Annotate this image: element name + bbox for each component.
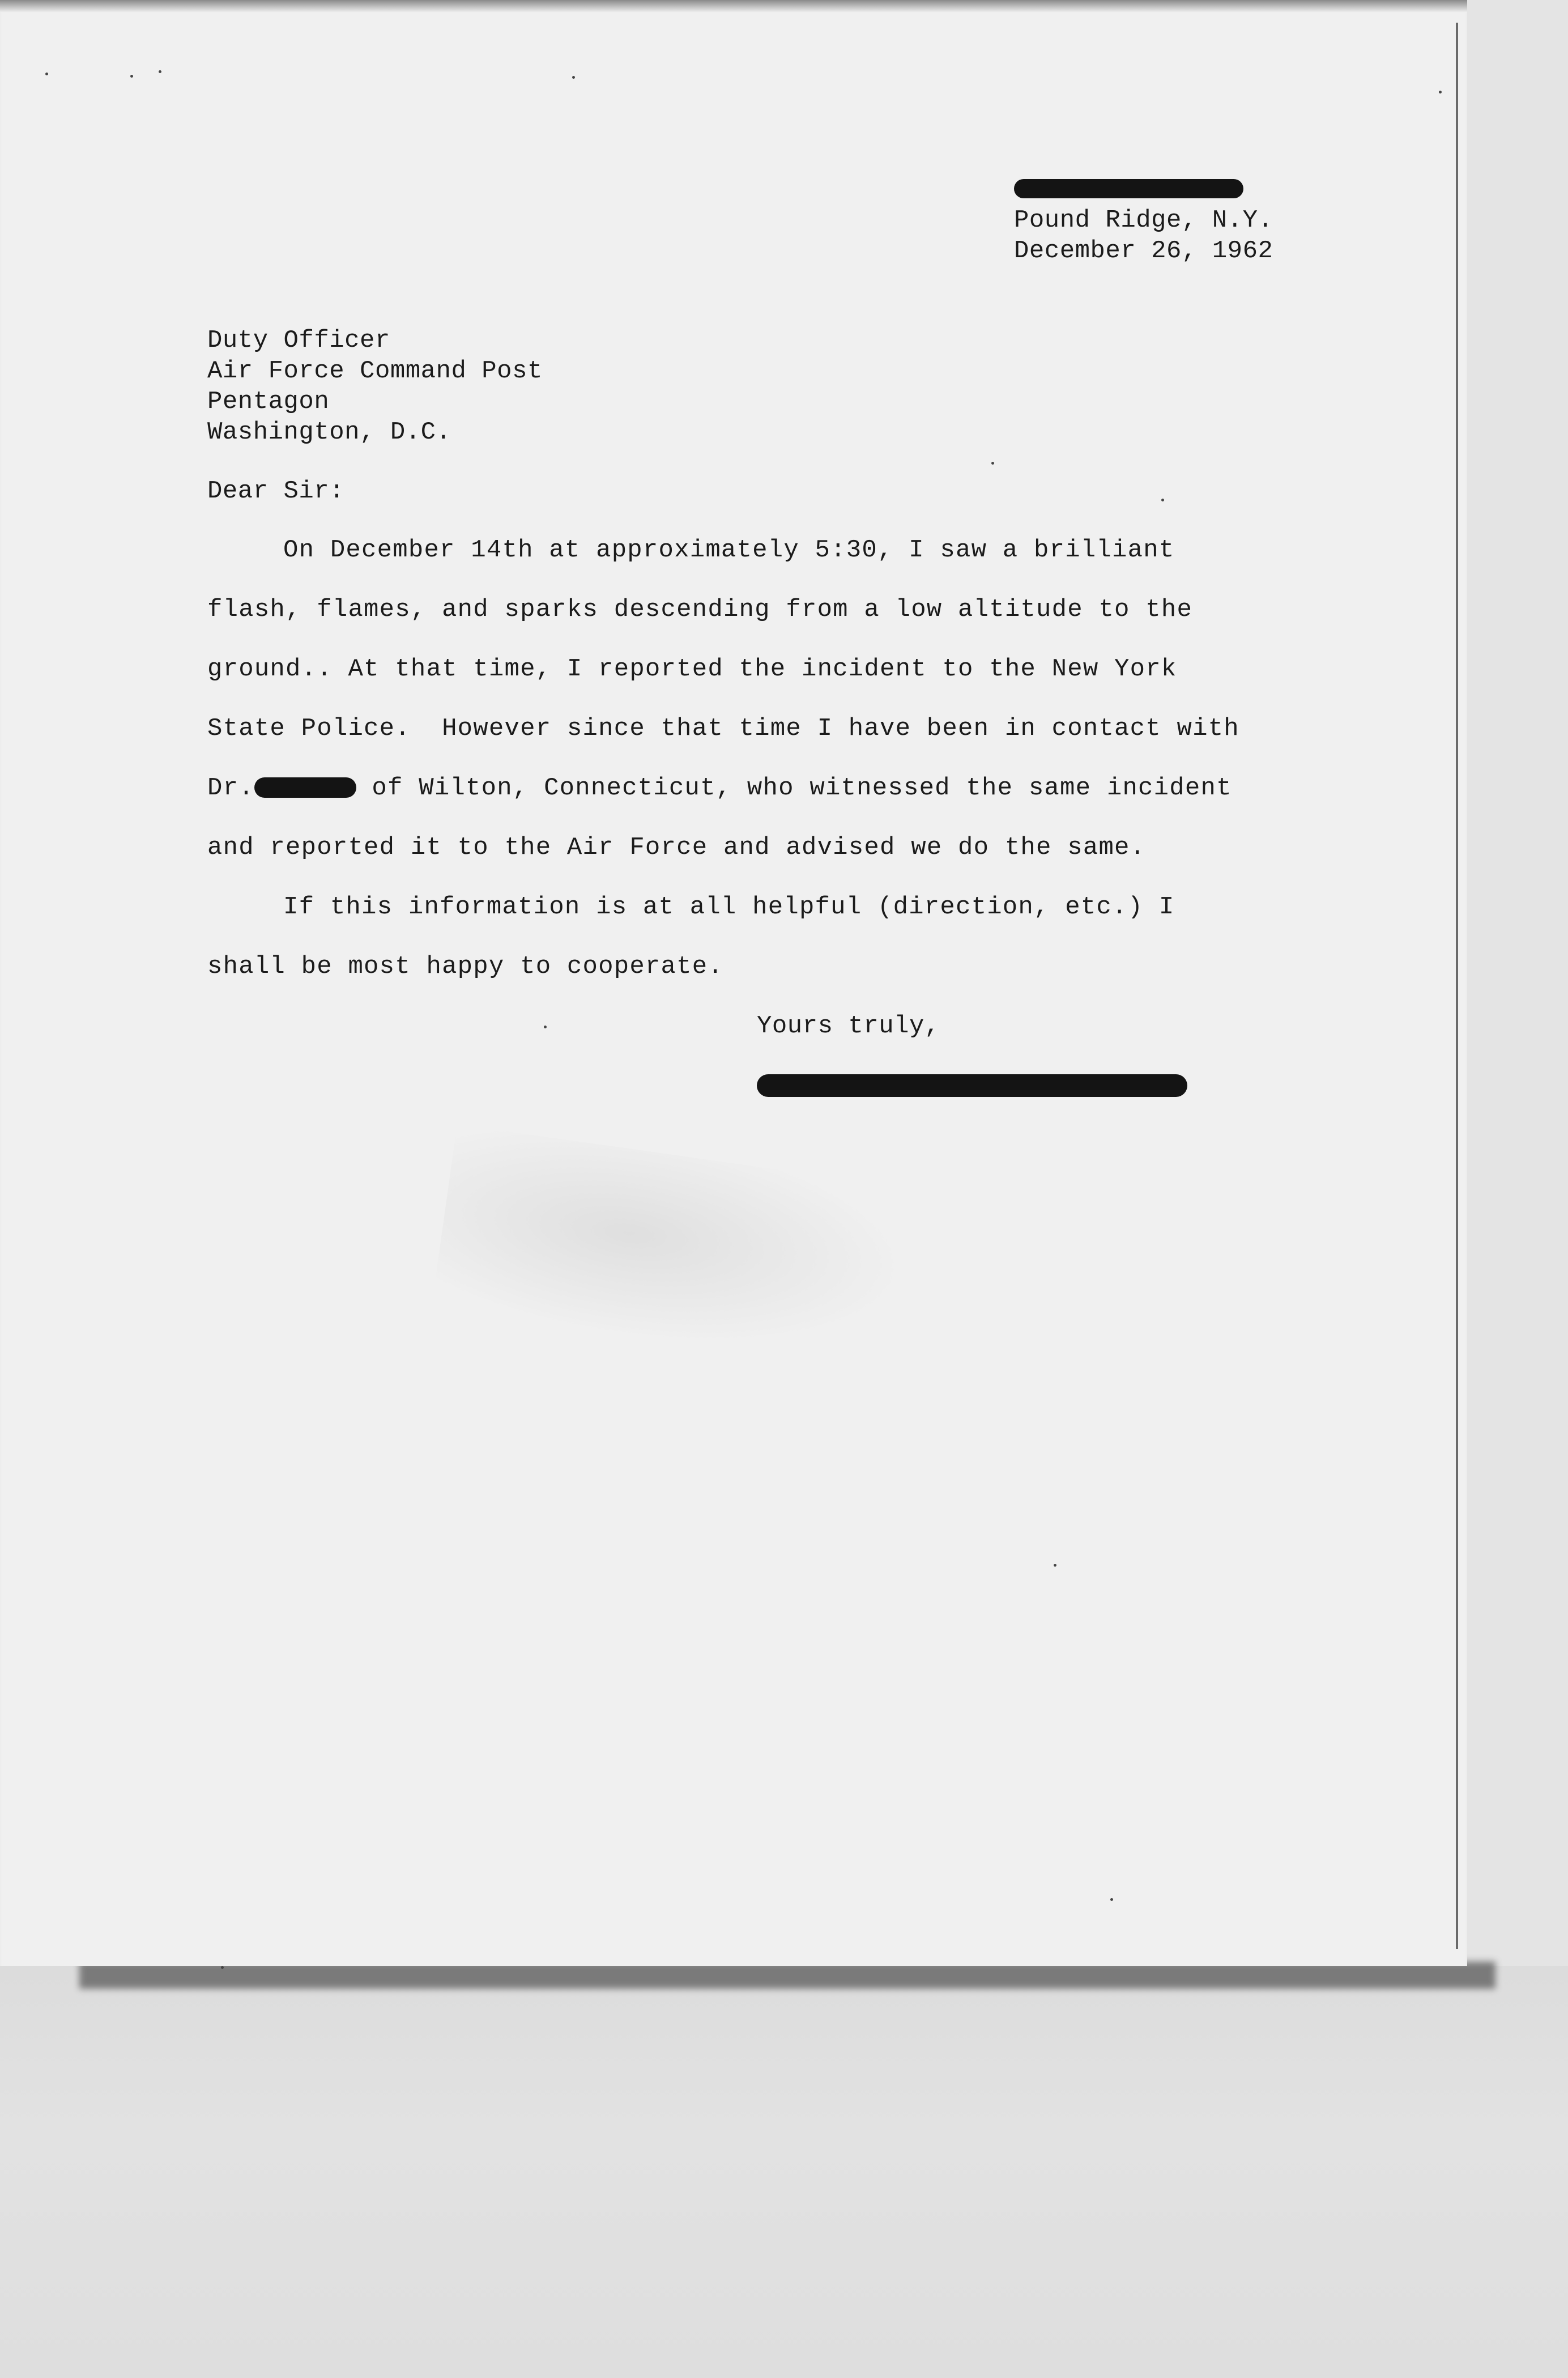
dust-speck (544, 1026, 547, 1028)
dust-speck (159, 70, 161, 73)
body-line-6: and reported it to the Air Force and advised we do the same. (207, 833, 1146, 862)
redaction-doctor-name (254, 777, 356, 798)
body-line-7: If this information is at all helpful (direction, etc.) I (283, 893, 1175, 921)
closing: Yours truly, (757, 1012, 940, 1040)
body-line-1: On December 14th at approximately 5:30, I saw a brilliant (283, 536, 1175, 564)
dust-speck (1054, 1564, 1056, 1567)
salutation: Dear Sir: (207, 477, 345, 505)
letter-date: December 26, 1962 (1014, 237, 1273, 265)
dust-speck (1161, 499, 1164, 501)
body-line-2: flash, flames, and sparks descending from a low altitude to the (207, 595, 1193, 624)
bleed-through-mark (431, 1125, 917, 1375)
body-line-5-end: of Wilton, Connecticut, who witnessed the same incident (356, 774, 1232, 802)
dust-speck (991, 462, 994, 465)
dust-speck (221, 1966, 224, 1969)
page-right-border (1456, 23, 1458, 1949)
body-line-3: ground.. At that time, I reported the incident to the New York (207, 655, 1177, 683)
redaction-signature (757, 1074, 1187, 1097)
scan-background (0, 1966, 1568, 2378)
body-line-5 (207, 773, 1232, 803)
dust-speck (45, 73, 48, 75)
dust-speck (572, 76, 575, 79)
dust-speck (1439, 91, 1442, 93)
body-line-8: shall be most happy to cooperate. (207, 952, 723, 981)
sender-city-state: Pound Ridge, N.Y. (1014, 206, 1273, 235)
body-line-5-start: Dr. (207, 774, 254, 802)
recipient-line-3: Pentagon (207, 388, 330, 416)
dust-speck (1110, 1898, 1113, 1901)
redaction-sender-address (1014, 179, 1243, 198)
recipient-line-2: Air Force Command Post (207, 357, 543, 385)
page-top-edge (0, 0, 1467, 12)
dust-speck (130, 75, 133, 78)
recipient-line-1: Duty Officer (207, 326, 390, 355)
body-line-4: State Police. However since that time I have been in contact with (207, 714, 1239, 743)
recipient-line-4: Washington, D.C. (207, 418, 451, 446)
